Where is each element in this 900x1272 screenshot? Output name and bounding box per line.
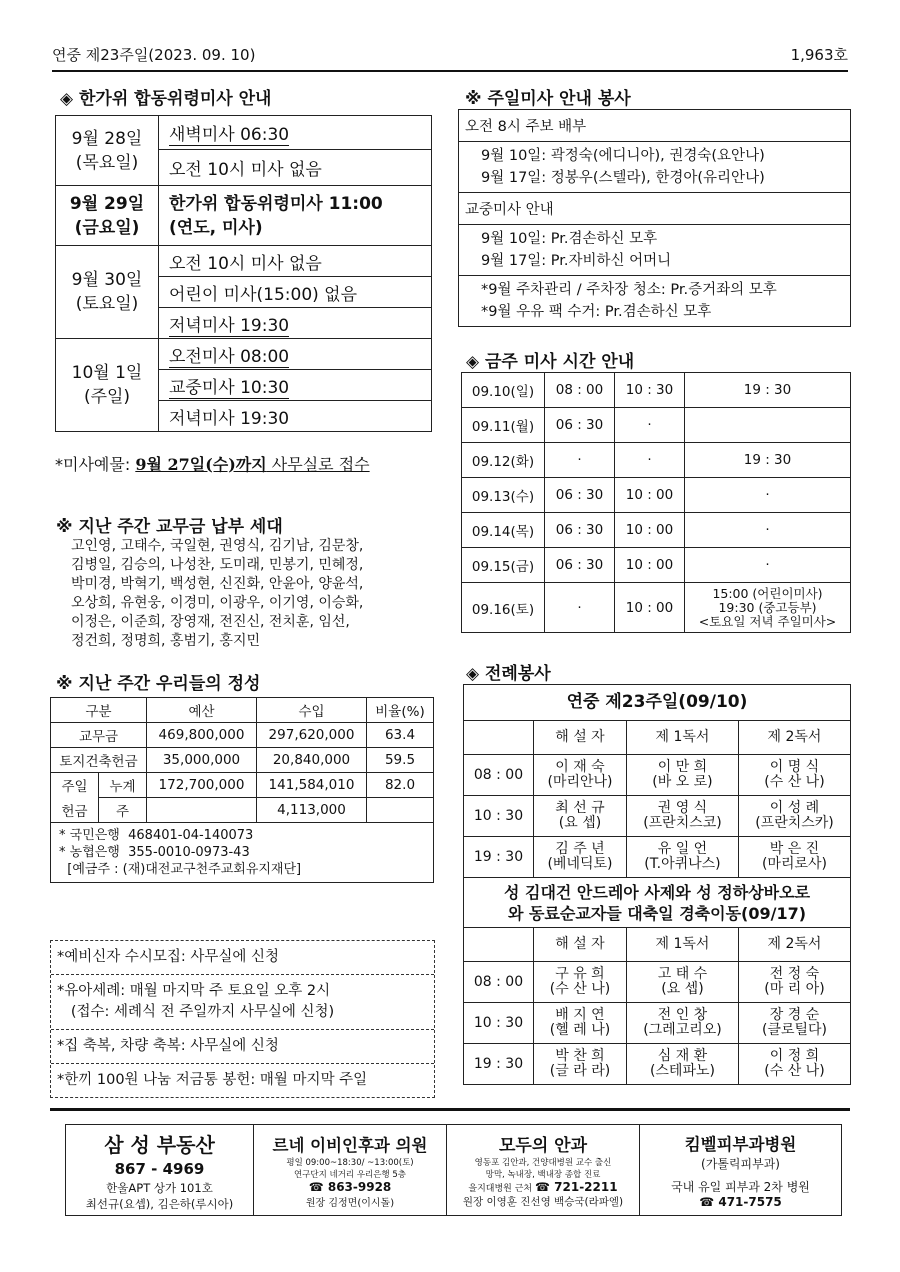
issue-number: 1,963호 <box>790 46 848 64</box>
offering-cell: 63.4 <box>367 723 434 748</box>
mass-item: 교중미사 10:30 <box>159 370 432 401</box>
liturgy-row <box>464 1003 851 1044</box>
dues-title: ※ 지난 주간 교무금 납부 세대 <box>56 517 283 537</box>
ad-real-estate: 삼 성 부동산 867 - 4969 한울APT 상가 101호 최선규(요셉), 김은하(루시아) <box>66 1125 254 1215</box>
notices-box <box>50 940 435 1098</box>
mass-item: 저녁미사 19:30 <box>159 401 432 432</box>
liturgy-row <box>464 755 851 796</box>
weekly-cell: · <box>545 583 615 633</box>
liturgy-cell: 최 선 규 (요 셉) <box>534 796 627 837</box>
offering-cell: 35,000,000 <box>147 748 257 773</box>
liturgy-cell: 08 : 00 <box>464 962 534 1003</box>
offering-cell: 59.5 <box>367 748 434 773</box>
liturgy-header: 제 1독서 <box>626 721 738 755</box>
offering-cell: 주일 <box>51 773 99 798</box>
service-title: ※ 주일미사 안내 봉사 <box>465 89 631 109</box>
weekly-cell: 09.16(토) <box>462 583 545 633</box>
offering-cell: 누계 <box>99 773 147 798</box>
header-divider <box>52 70 848 72</box>
liturgy-cell: 유 일 언 (T.아퀴나스) <box>626 837 738 878</box>
liturgy-cell: 19 : 30 <box>464 1044 534 1085</box>
offering-cell: 주 <box>99 798 147 823</box>
service-section-head: 교중미사 안내 <box>459 193 850 225</box>
weekly-mass-table <box>461 372 851 633</box>
weekly-cell: 06 : 30 <box>545 478 615 513</box>
weekly-cell: 19 : 30 <box>685 373 851 408</box>
weekly-cell: 09.10(일) <box>462 373 545 408</box>
offering-cell: 141,584,010 <box>257 773 367 798</box>
offering-cell: 4,113,000 <box>257 798 367 823</box>
notice-item: *유아세례: 매월 마지막 주 토요일 오후 2시 (접수: 세례식 전 주일까지 사무실에 신청) <box>51 975 434 1030</box>
liturgy-cell: 심 재 환 (스테파노) <box>626 1044 738 1085</box>
offering-header: 구분 <box>51 698 147 723</box>
liturgy-cell: 박 은 진 (마리로사) <box>738 837 850 878</box>
liturgy-cell: 이 정 희 (수 산 나) <box>738 1044 850 1085</box>
offering-cell: 172,700,000 <box>147 773 257 798</box>
liturgy-cell: 김 주 년 (베네딕토) <box>534 837 627 878</box>
names-line: 김병일, 김승의, 나성찬, 도미래, 민봉기, 민혜정, <box>71 557 364 573</box>
names-line: 정건희, 정명희, 홍범기, 홍지민 <box>71 633 260 649</box>
weekly-cell: · <box>545 443 615 478</box>
liturgy-caption: 연중 제23주일(09/10) <box>464 685 851 721</box>
offering-header: 수입 <box>257 698 367 723</box>
offering-cell: 297,620,000 <box>257 723 367 748</box>
liturgy-cell: 고 태 수 (요 셉) <box>626 962 738 1003</box>
weekly-cell: 10 : 00 <box>615 478 685 513</box>
liturgy-cell: 10 : 30 <box>464 796 534 837</box>
liturgy-table <box>463 684 851 1085</box>
chuseok-mass-table <box>55 115 432 432</box>
liturgy-cell: 08 : 00 <box>464 755 534 796</box>
weekly-cell: 10 : 30 <box>615 373 685 408</box>
liturgy-header: 제 2독서 <box>738 721 850 755</box>
weekly-row <box>462 373 851 408</box>
weekly-cell: 10 : 00 <box>615 583 685 633</box>
footer-divider <box>50 1108 850 1111</box>
offering-header: 예산 <box>147 698 257 723</box>
liturgy-cell: 이 재 숙 (마리안나) <box>534 755 627 796</box>
weekly-row <box>462 548 851 583</box>
service-section-body: 9월 10일: 곽정숙(에디니아), 권경숙(요안나) 9월 17일: 정봉우(스텔라), 한경아(유리안나) <box>459 142 850 193</box>
offering-cell: 토지건축헌금 <box>51 748 147 773</box>
weekly-cell: 09.11(월) <box>462 408 545 443</box>
offering-cell: 82.0 <box>367 773 434 798</box>
offering-header: 비율(%) <box>367 698 434 723</box>
weekly-title: ◈ 금주 미사 시간 안내 <box>466 352 635 372</box>
liturgy-caption: 성 김대건 안드레아 사제와 성 정하상바오로 와 동료순교자들 대축일 경축이동(09/17) <box>464 878 851 928</box>
offering-cell <box>147 798 257 823</box>
mass-item: 저녁미사 19:30 <box>159 308 432 339</box>
offering-cell: 교무금 <box>51 723 147 748</box>
liturgy-cell: 10 : 30 <box>464 1003 534 1044</box>
mass-item: 오전 10시 미사 없음 <box>159 246 432 277</box>
liturgy-title: ◈ 전례봉사 <box>466 664 551 684</box>
mass-offering-note: *미사예물: 9월 27일(수)까지 사무실로 접수 <box>55 455 370 474</box>
weekly-cell: 08 : 00 <box>545 373 615 408</box>
liturgy-corner <box>464 721 534 755</box>
weekly-cell: · <box>615 408 685 443</box>
liturgy-row <box>464 837 851 878</box>
bank-accounts: * 국민은행 468401-04-140073 * 농협은행 355-0010-0973-43 [예금주 : (재)대전교구천주교회유지재단] <box>51 823 434 883</box>
weekly-row <box>462 408 851 443</box>
liturgy-cell: 전 정 숙 (마 리 아) <box>738 962 850 1003</box>
offering-cell: 헌금 <box>51 798 99 823</box>
service-section-body: 9월 10일: Pr.겸손하신 모후 9월 17일: Pr.자비하신 어머니 <box>459 225 850 276</box>
liturgy-cell: 이 성 례 (프란치스카) <box>738 796 850 837</box>
liturgy-header: 해 설 자 <box>534 721 627 755</box>
weekly-cell: 06 : 30 <box>545 408 615 443</box>
offering-table <box>50 697 434 883</box>
weekly-cell: · <box>685 548 851 583</box>
liturgy-header: 제 2독서 <box>738 928 850 962</box>
mass-date: 9월 28일 (목요일) <box>56 116 159 186</box>
service-box <box>458 109 851 327</box>
bulletin-date: 연중 제23주일(2023. 09. 10) <box>52 46 256 64</box>
notice-item: *집 축복, 차량 축복: 사무실에 신청 <box>51 1030 434 1064</box>
liturgy-cell: 배 지 연 (헬 레 나) <box>534 1003 627 1044</box>
liturgy-cell: 구 유 희 (수 산 나) <box>534 962 627 1003</box>
mass-item: 어린이 미사(15:00) 없음 <box>159 277 432 308</box>
liturgy-row <box>464 962 851 1003</box>
ad-derm-clinic: 킴벨피부과병원 (가톨릭피부과) 국내 유일 피부과 2차 병원 ☎ 471-7575 <box>671 1135 810 1209</box>
offering-cell: 20,840,000 <box>257 748 367 773</box>
weekly-cell: · <box>685 513 851 548</box>
ad-ent-clinic: 르네 이비인후과 의원 평일 09:00~18:30/ ~13:00(토) 연구단지 네거리 우리은행 5층 ☎ 863-9928 원장 김정면(이시돌) <box>254 1125 447 1215</box>
service-section-head: 오전 8시 주보 배부 <box>459 110 850 142</box>
liturgy-cell: 이 명 식 (수 산 나) <box>738 755 850 796</box>
names-line: 고인영, 고태수, 국일현, 권영식, 김기남, 김문창, <box>71 538 364 554</box>
mass-date: 9월 30일 (토요일) <box>56 246 159 339</box>
offering-cell: 469,800,000 <box>147 723 257 748</box>
ad-eye-clinic: 모두의 안과 영동포 김안과, 건양대병원 교수 출신 망막, 녹내장, 백내장 종합 진료 을지대병원 근처 ☎ 721-2211 원장 이영훈 진선영 백승국(라파엘) <box>447 1125 640 1215</box>
liturgy-cell: 19 : 30 <box>464 837 534 878</box>
liturgy-cell: 권 영 식 (프란치스코) <box>626 796 738 837</box>
liturgy-header: 해 설 자 <box>534 928 627 962</box>
notice-item: *예비신자 수시모집: 사무실에 신청 <box>51 941 434 975</box>
weekly-cell: · <box>615 443 685 478</box>
service-extra: *9월 주차관리 / 주차장 청소: Pr.증거좌의 모후 *9월 우유 팩 수거: Pr.겸손하신 모후 <box>481 282 777 320</box>
weekly-cell: · <box>685 478 851 513</box>
mass-item: 한가위 합동위령미사 11:00 (연도, 미사) <box>159 186 432 246</box>
ads-box <box>65 1124 842 1216</box>
weekly-cell: 09.13(수) <box>462 478 545 513</box>
mass-item: 오전 10시 미사 없음 <box>159 150 432 186</box>
weekly-cell: 06 : 30 <box>545 548 615 583</box>
weekly-row <box>462 478 851 513</box>
weekly-row <box>462 513 851 548</box>
weekly-cell: 10 : 00 <box>615 513 685 548</box>
weekly-cell: 09.12(화) <box>462 443 545 478</box>
weekly-row <box>462 583 851 633</box>
names-line: 이정은, 이준희, 장영재, 전진신, 전치훈, 임선, <box>71 614 350 630</box>
dues-names <box>71 537 431 651</box>
weekly-cell: 09.15(금) <box>462 548 545 583</box>
offering-cell <box>367 798 434 823</box>
weekly-row <box>462 443 851 478</box>
weekly-cell: 15:00 (어린이미사) 19:30 (중고등부) <토요일 저녁 주일미사> <box>685 583 851 633</box>
notice-item: *한끼 100원 나눔 저금통 봉헌: 매월 마지막 주일 <box>57 1072 368 1088</box>
weekly-cell <box>685 408 851 443</box>
mass-date: 10월 1일 (주일) <box>56 339 159 432</box>
weekly-cell: 09.14(목) <box>462 513 545 548</box>
liturgy-cell: 장 경 순 (클로틸다) <box>738 1003 850 1044</box>
liturgy-cell: 박 찬 희 (글 라 라) <box>534 1044 627 1085</box>
weekly-cell: 06 : 30 <box>545 513 615 548</box>
liturgy-cell: 이 만 희 (바 오 로) <box>626 755 738 796</box>
bulletin-header <box>52 44 848 66</box>
weekly-cell: 19 : 30 <box>685 443 851 478</box>
chuseok-title: ◈ 한가위 합동위령미사 안내 <box>60 89 272 109</box>
offering-title: ※ 지난 주간 우리들의 정성 <box>56 674 261 694</box>
mass-item: 새벽미사 06:30 <box>159 116 432 150</box>
names-line: 오상희, 유현웅, 이경미, 이광우, 이기영, 이승화, <box>71 595 364 611</box>
mass-item: 오전미사 08:00 <box>159 339 432 370</box>
weekly-cell: 10 : 00 <box>615 548 685 583</box>
liturgy-row <box>464 1044 851 1085</box>
names-line: 박미경, 박혁기, 백성현, 신진화, 안윤아, 양윤석, <box>71 576 364 592</box>
liturgy-corner <box>464 928 534 962</box>
liturgy-header: 제 1독서 <box>626 928 738 962</box>
liturgy-row <box>464 796 851 837</box>
mass-date: 9월 29일 (금요일) <box>56 186 159 246</box>
liturgy-cell: 전 인 창 (그레고리오) <box>626 1003 738 1044</box>
